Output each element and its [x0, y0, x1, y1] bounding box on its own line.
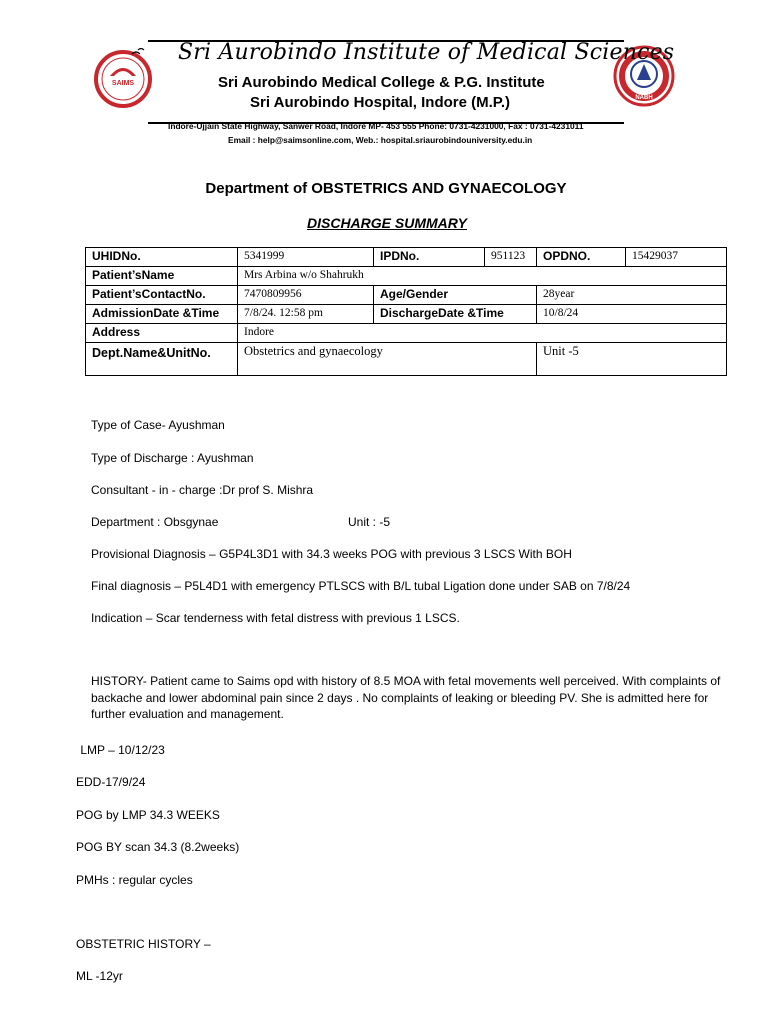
institute-email: Email : help@saimsonline.com, Web.: hospital.sriaurobindouniversity.edu.in	[228, 135, 533, 145]
contact-value: 7470809956	[238, 286, 374, 305]
patient-info-table	[85, 247, 727, 376]
document-title: DISCHARGE SUMMARY	[307, 215, 467, 231]
pog-by-lmp: POG by LMP 34.3 WEEKS	[76, 808, 220, 822]
indication: Indication – Scar tenderness with fetal distress with previous 1 LSCS.	[91, 611, 460, 625]
contact-label: Patient’sContactNo.	[86, 286, 238, 305]
address-value: Indore	[238, 324, 727, 343]
institute-address: Indore-Ujjain State Highway, Sanwer Road, Indore MP- 453 555 Phone: 0731-4231000, Fax : 0731-4231011	[168, 121, 584, 131]
age-gender-value: 28year	[537, 286, 727, 305]
unit-line: Unit : -5	[348, 515, 391, 529]
admission-label: AdmissionDate &Time	[86, 305, 238, 324]
uhid-value: 5341999	[238, 248, 374, 267]
unit-value: Unit -5	[537, 343, 727, 376]
consultant: Consultant - in - charge :Dr prof S. Mishra	[91, 483, 314, 497]
discharge-label: DischargeDate &Time	[374, 305, 537, 324]
patient-name-value: Mrs Arbina w/o Shahrukh	[238, 267, 727, 286]
address-label: Address	[86, 324, 238, 343]
svg-text:NABH: NABH	[635, 95, 653, 101]
opd-label: OPDNO.	[537, 248, 626, 267]
dept-name-value: Obstetrics and gynaecology	[238, 343, 537, 376]
age-gender-label: Age/Gender	[374, 286, 537, 305]
table-row	[86, 267, 727, 286]
dept-unit-label: Dept.Name&UnitNo.	[86, 343, 238, 376]
patient-name-label: Patient’sName	[86, 267, 238, 286]
table-row	[86, 286, 727, 305]
hospital-name: Sri Aurobindo Hospital, Indore (M.P.)	[250, 94, 511, 111]
menarche-line: ML -12yr	[76, 969, 123, 983]
history-paragraph: HISTORY- Patient came to Saims opd with history of 8.5 MOA with fetal movements well perceived. With complaints of backache and lower abdominal pain since 2 days . No complaints of leaking or bleeding PV. She is admitted here for further evaluation and management.	[91, 674, 721, 721]
department-title: Department of OBSTETRICS AND GYNAECOLOGY	[205, 180, 567, 197]
opd-value: 15429037	[626, 248, 727, 267]
table-row	[86, 248, 727, 267]
obstetric-history-heading: OBSTETRIC HISTORY –	[76, 937, 211, 951]
pog-by-scan: POG BY scan 34.3 (8.2weeks)	[76, 840, 240, 854]
final-diagnosis: Final diagnosis – P5L4D1 with emergency PTLSCS with B/L tubal Ligation done under SAB on 7/8/24	[91, 579, 631, 593]
type-of-case: Type of Case- Ayushman	[91, 418, 225, 432]
admission-value: 7/8/24. 12:58 pm	[238, 305, 374, 324]
ipd-label: IPDNo.	[374, 248, 485, 267]
uhid-label: UHIDNo.	[86, 248, 238, 267]
institute-name: Sri Aurobindo Institute of Medical Sciences	[178, 40, 675, 65]
saims-logo	[88, 46, 158, 116]
table-row	[86, 324, 727, 343]
pmhs: PMHs : regular cycles	[76, 873, 193, 887]
college-name: Sri Aurobindo Medical College & P.G. Institute	[218, 74, 545, 91]
type-of-discharge: Type of Discharge : Ayushman	[91, 451, 254, 465]
lmp: LMP – 10/12/23	[77, 743, 165, 757]
edd: EDD-17/9/24	[76, 775, 146, 789]
department-line: Department : Obsgynae	[91, 515, 219, 529]
svg-text:SAIMS: SAIMS	[111, 80, 135, 87]
provisional-diagnosis: Provisional Diagnosis – G5P4L3D1 with 34.3 weeks POG with previous 3 LSCS With BOH	[91, 547, 572, 561]
table-row	[86, 343, 727, 376]
ipd-value: 951123	[485, 248, 537, 267]
table-row	[86, 305, 727, 324]
discharge-value: 10/8/24	[537, 305, 727, 324]
